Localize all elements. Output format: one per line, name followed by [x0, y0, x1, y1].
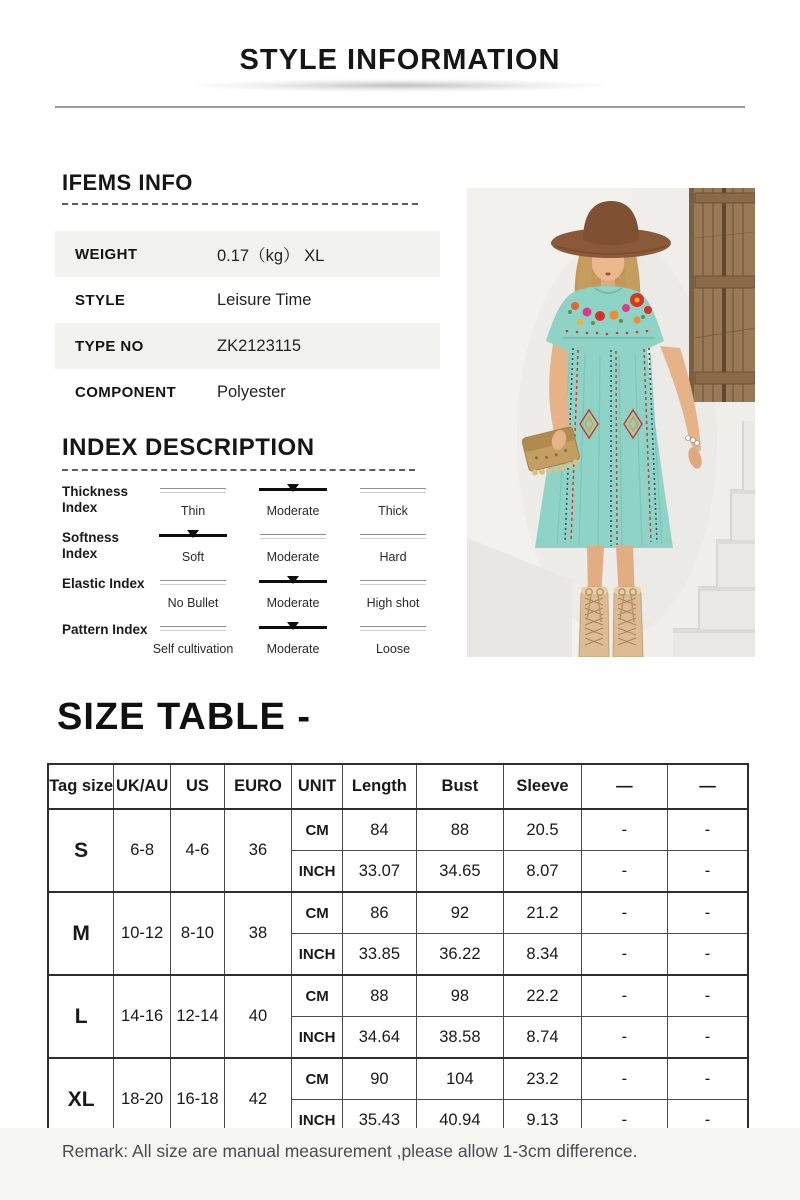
size-row-m-cm — [48, 892, 748, 934]
value-cell: - — [581, 1100, 667, 1142]
value-cell: 86 — [343, 892, 416, 934]
index-description-heading: INDEX DESCRIPTION — [62, 434, 315, 461]
value-cell: - — [667, 975, 748, 1017]
index-option-label: Thick — [378, 504, 408, 518]
level-line-bar — [360, 488, 426, 493]
wooden-door — [689, 188, 755, 402]
index-rows — [55, 478, 455, 662]
index-row-thickness — [55, 478, 455, 524]
index-option-label: Loose — [375, 642, 411, 656]
value-cell: - — [667, 851, 748, 893]
ukau-cell: 6-8 — [114, 809, 171, 892]
level-line-bar — [360, 580, 426, 585]
size-table — [47, 763, 749, 1142]
size-col-header-6: Bust — [416, 764, 503, 809]
info-label: COMPONENT — [75, 383, 177, 401]
size-col-header-9: — — [667, 764, 748, 809]
size-table-heading: SIZE TABLE - — [57, 696, 312, 738]
level-line-bar — [160, 626, 226, 631]
size-row-l-cm — [48, 975, 748, 1017]
value-cell: - — [667, 892, 748, 934]
value-cell: 8.74 — [504, 1017, 582, 1059]
index-description-dashed-underline — [62, 469, 415, 471]
value-cell: - — [581, 851, 667, 893]
size-col-header-1: UK/AU — [114, 764, 171, 809]
value-cell: 35.43 — [343, 1100, 416, 1142]
index-options — [143, 478, 443, 518]
size-table-head — [48, 764, 748, 809]
selected-level-marker — [143, 534, 243, 547]
index-options — [143, 570, 443, 610]
index-option — [143, 478, 243, 518]
value-cell: 84 — [343, 809, 416, 851]
size-col-header-3: EURO — [224, 764, 291, 809]
level-line — [243, 534, 343, 547]
level-line — [343, 534, 443, 547]
index-option — [143, 616, 243, 656]
level-line — [143, 488, 243, 501]
euro-cell: 38 — [224, 892, 291, 975]
value-cell: 8.34 — [504, 934, 582, 976]
value-cell: - — [667, 1058, 748, 1100]
value-cell: 98 — [416, 975, 503, 1017]
unit-cell: CM — [292, 892, 343, 934]
value-cell: 23.2 — [504, 1058, 582, 1100]
index-option — [343, 570, 443, 610]
value-cell: 88 — [416, 809, 503, 851]
index-option-label: Thin — [180, 504, 206, 518]
tag-size-cell: M — [48, 892, 114, 975]
ukau-cell: 14-16 — [114, 975, 171, 1058]
index-option-label: No Bullet — [167, 596, 219, 610]
index-option-label: Soft — [181, 550, 205, 564]
info-row-weight — [55, 231, 440, 277]
size-row-s-cm — [48, 809, 748, 851]
value-cell: - — [581, 934, 667, 976]
ukau-cell: 10-12 — [114, 892, 171, 975]
value-cell: 38.58 — [416, 1017, 503, 1059]
tag-size-cell: XL — [48, 1058, 114, 1141]
unit-cell: INCH — [292, 934, 343, 976]
value-cell: 9.13 — [504, 1100, 582, 1142]
level-line-bar — [160, 580, 226, 585]
title-shadow-decoration — [195, 79, 605, 92]
value-cell: - — [667, 809, 748, 851]
info-row-type-no — [55, 323, 440, 369]
selected-level-marker — [243, 580, 343, 593]
value-cell: - — [667, 934, 748, 976]
product-photo-illustration — [467, 188, 755, 657]
size-row-xl-cm — [48, 1058, 748, 1100]
index-description-section — [62, 434, 415, 471]
value-cell: 92 — [416, 892, 503, 934]
value-cell: 8.07 — [504, 851, 582, 893]
value-cell: - — [581, 892, 667, 934]
info-value: 0.17（kg） XL — [217, 247, 325, 265]
index-row-pattern — [55, 616, 455, 662]
index-row-softness — [55, 524, 455, 570]
info-label: STYLE — [75, 291, 126, 309]
tag-size-cell: L — [48, 975, 114, 1058]
items-info-table — [55, 231, 440, 415]
value-cell: 20.5 — [504, 809, 582, 851]
index-option-label: Moderate — [266, 504, 320, 518]
value-cell: 34.64 — [343, 1017, 416, 1059]
value-cell: 33.85 — [343, 934, 416, 976]
level-line — [343, 488, 443, 501]
us-cell: 12-14 — [170, 975, 224, 1058]
index-option — [343, 524, 443, 564]
triangle-down-icon — [287, 576, 299, 584]
size-col-header-2: US — [170, 764, 224, 809]
info-label: TYPE NO — [75, 337, 144, 355]
value-cell: - — [667, 1017, 748, 1059]
level-line-bar — [260, 534, 326, 539]
size-col-header-8: — — [581, 764, 667, 809]
index-option-label: High shot — [366, 596, 420, 610]
unit-cell: CM — [292, 809, 343, 851]
items-info-dashed-underline — [62, 203, 418, 205]
value-cell: 21.2 — [504, 892, 582, 934]
us-cell: 4-6 — [170, 809, 224, 892]
index-option-label: Moderate — [266, 550, 320, 564]
info-label: WEIGHT — [75, 245, 138, 263]
index-option — [143, 570, 243, 610]
index-option-label: Hard — [379, 550, 407, 564]
index-row-label: Softness Index — [62, 530, 120, 561]
info-row-style — [55, 277, 440, 323]
index-option — [243, 616, 343, 656]
remark-band — [0, 1128, 800, 1200]
size-col-header-0: Tag size — [48, 764, 114, 809]
level-line — [143, 580, 243, 593]
info-value: Leisure Time — [217, 290, 312, 309]
value-cell: 90 — [343, 1058, 416, 1100]
index-row-label: Pattern Index — [62, 622, 148, 637]
unit-cell: CM — [292, 1058, 343, 1100]
index-option — [143, 524, 243, 564]
value-cell: 88 — [343, 975, 416, 1017]
info-row-component — [55, 369, 440, 415]
selected-level-marker — [243, 626, 343, 639]
info-value: Polyester — [217, 382, 286, 401]
value-cell: 36.22 — [416, 934, 503, 976]
unit-cell: INCH — [292, 1100, 343, 1142]
tag-size-cell: S — [48, 809, 114, 892]
value-cell: - — [667, 1100, 748, 1142]
ukau-cell: 18-20 — [114, 1058, 171, 1141]
level-line-bar — [160, 488, 226, 493]
unit-cell: INCH — [292, 1017, 343, 1059]
size-table-wrap — [47, 763, 749, 1142]
unit-cell: CM — [292, 975, 343, 1017]
index-row-elastic — [55, 570, 455, 616]
page-title: STYLE INFORMATION — [239, 44, 561, 76]
level-line — [343, 626, 443, 639]
index-row-label: Elastic Index — [62, 576, 145, 591]
size-table-header-row — [48, 764, 748, 809]
level-line-bar — [360, 626, 426, 631]
value-cell: 33.07 — [343, 851, 416, 893]
remark-text: Remark: All size are manual measurement ,please allow 1-3cm difference. — [62, 1141, 638, 1161]
index-option — [343, 616, 443, 656]
value-cell: - — [581, 809, 667, 851]
items-info-section — [62, 170, 418, 205]
size-col-header-7: Sleeve — [504, 764, 582, 809]
selected-level-marker — [243, 488, 343, 501]
value-cell: 34.65 — [416, 851, 503, 893]
value-cell: 104 — [416, 1058, 503, 1100]
index-option-label: Self cultivation — [152, 642, 234, 656]
value-cell: - — [581, 1058, 667, 1100]
index-option — [243, 570, 343, 610]
size-col-header-4: UNIT — [292, 764, 343, 809]
size-table-body — [48, 809, 748, 1141]
us-cell: 16-18 — [170, 1058, 224, 1141]
us-cell: 8-10 — [170, 892, 224, 975]
index-option — [243, 524, 343, 564]
product-photo — [467, 188, 755, 657]
index-option-label: Moderate — [266, 642, 320, 656]
value-cell: - — [581, 975, 667, 1017]
unit-cell: INCH — [292, 851, 343, 893]
items-info-heading: IFEMS INFO — [62, 170, 193, 195]
value-cell: - — [581, 1017, 667, 1059]
index-options — [143, 524, 443, 564]
index-row-label: Thickness Index — [62, 484, 129, 515]
size-col-header-5: Length — [343, 764, 416, 809]
value-cell: 40.94 — [416, 1100, 503, 1142]
index-option — [343, 478, 443, 518]
triangle-down-icon — [287, 484, 299, 492]
index-option-label: Moderate — [266, 596, 320, 610]
euro-cell: 40 — [224, 975, 291, 1058]
value-cell: 22.2 — [504, 975, 582, 1017]
level-line — [143, 626, 243, 639]
euro-cell: 42 — [224, 1058, 291, 1141]
level-line-bar — [360, 534, 426, 539]
index-options — [143, 616, 443, 656]
euro-cell: 36 — [224, 809, 291, 892]
triangle-down-icon — [287, 622, 299, 630]
index-option — [243, 478, 343, 518]
info-value: ZK2123115 — [217, 336, 302, 355]
header-divider — [55, 106, 745, 108]
triangle-down-icon — [187, 530, 199, 538]
level-line — [343, 580, 443, 593]
